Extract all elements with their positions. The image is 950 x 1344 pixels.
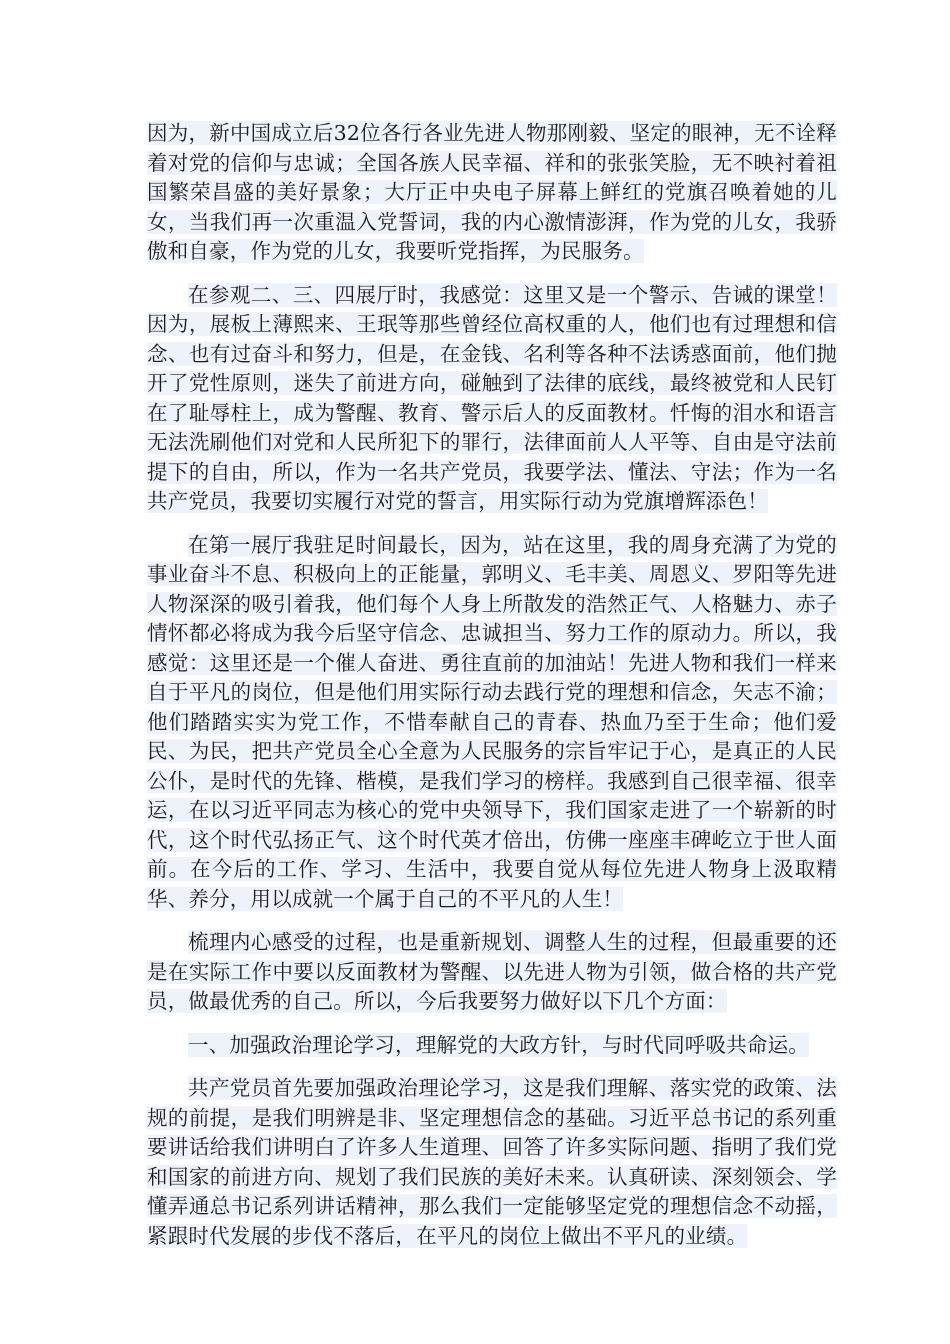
paragraph-3-text: 在第一展厅我驻足时间最长，因为，站在这里，我的周身充满了为党的事业奋斗不息、积极向上的正能量，郭明义、毛丰美、周恩义、罗阳等先进人物深深的吸引着我，他们每个人身上所散发的浩然正气、人格魅力、赤子情怀都必将成为我今后坚守信念、忠诚担当、努力工作的原动力。所以，我感觉：这里还是一个催人奋进、勇往直前的加油站！先进人物和我们一样来自于平凡的岗位，但是他们用实际行动去践行党的理想和信念，矢志不渝；他们踏踏实实为党工作，不惜奉献自己的青春、热血乃至于生命；他们爱民、为民，把共产党员全心全意为人民服务的宗旨牢记于心，是真正的人民公仆，是时代的先锋、楷模，是我们学习的榜样。我感到自己很幸福、很幸运，在以习近平同志为核心的党中央领导下，我们国家走进了一个崭新的时代，这个时代弘扬正气、这个时代英才倍出，仿佛一座座丰碑屹立于世人面前。在今后的工作、学习、生活中，我要自觉从每位先进人物身上汲取精华、养分，用以成就一个属于自己的不平凡的人生！: [147, 532, 837, 911]
section-heading-1: [147, 1031, 837, 1061]
paragraph-2-text: 在参观二、三、四展厅时，我感觉：这里又是一个警示、告诫的课堂！因为，展板上薄熙来、王珉等那些曾经位高权重的人，他们也有过理想和信念、也有过奋斗和努力，但是，在金钱、名利等各种不法诱惑面前，他们抛开了党性原则，迷失了前进方向，碰触到了法律的底线，最终被党和人民钉在了耻辱柱上，成为警醒、教育、警示后人的反面教材。忏悔的泪水和语言无法洗刷他们对党和人民所犯下的罪行，法律面前人人平等、自由是守法前提下的自由，所以，作为一名共产党员，我要学法、懂法、守法；作为一名共产党员，我要切实履行对党的誓言，用实际行动为党旗增辉添色！: [147, 282, 837, 513]
paragraph-5-text: 共产党员首先要加强政治理论学习，这是我们理解、落实党的政策、法规的前提，是我们明辨是非、坚定理想信念的基础。习近平总书记的系列重要讲话给我们讲明白了许多人生道理、回答了许多实际问题、指明了我们党和国家的前进方向、规划了我们民族的美好未来。认真研读、深刻领会、学懂弄通总书记系列讲话精神，那么我们一定能够坚定党的理想信念不动摇，紧跟时代发展的步伐不落后，在平凡的岗位上做出不平凡的业绩。: [147, 1076, 837, 1248]
paragraph-1-text: 因为，新中国成立后32位各行各业先进人物那刚毅、坚定的眼神，无不诠释着对党的信仰与忠诚；全国各族人民幸福、祥和的张张笑脸，无不映衬着祖国繁荣昌盛的美好景象；大厅正中央电子屏幕上鲜红的党旗召唤着她的儿女，当我们再一次重温入党誓词，我的内心激情澎湃，作为党的儿女，我骄傲和自豪，作为党的儿女，我要听党指挥，为民服务。: [147, 121, 837, 263]
document-body: [147, 119, 837, 1265]
paragraph-1: [147, 119, 837, 267]
paragraph-5: [147, 1074, 837, 1251]
section-heading-1-text: 一、加强政治理论学习，理解党的大政方针，与时代同呼吸共命运。: [188, 1032, 809, 1057]
paragraph-4-text: 梳理内心感受的过程，也是重新规划、调整人生的过程，但最重要的还是在实际工作中要以反面教材为警醒、以先进人物为引领，做合格的共产党员，做最优秀的自己。所以，今后我要努力做好以下几个方面：: [147, 930, 837, 1013]
paragraph-2: [147, 281, 837, 517]
paragraph-4: [147, 928, 837, 1017]
paragraph-3: [147, 531, 837, 915]
